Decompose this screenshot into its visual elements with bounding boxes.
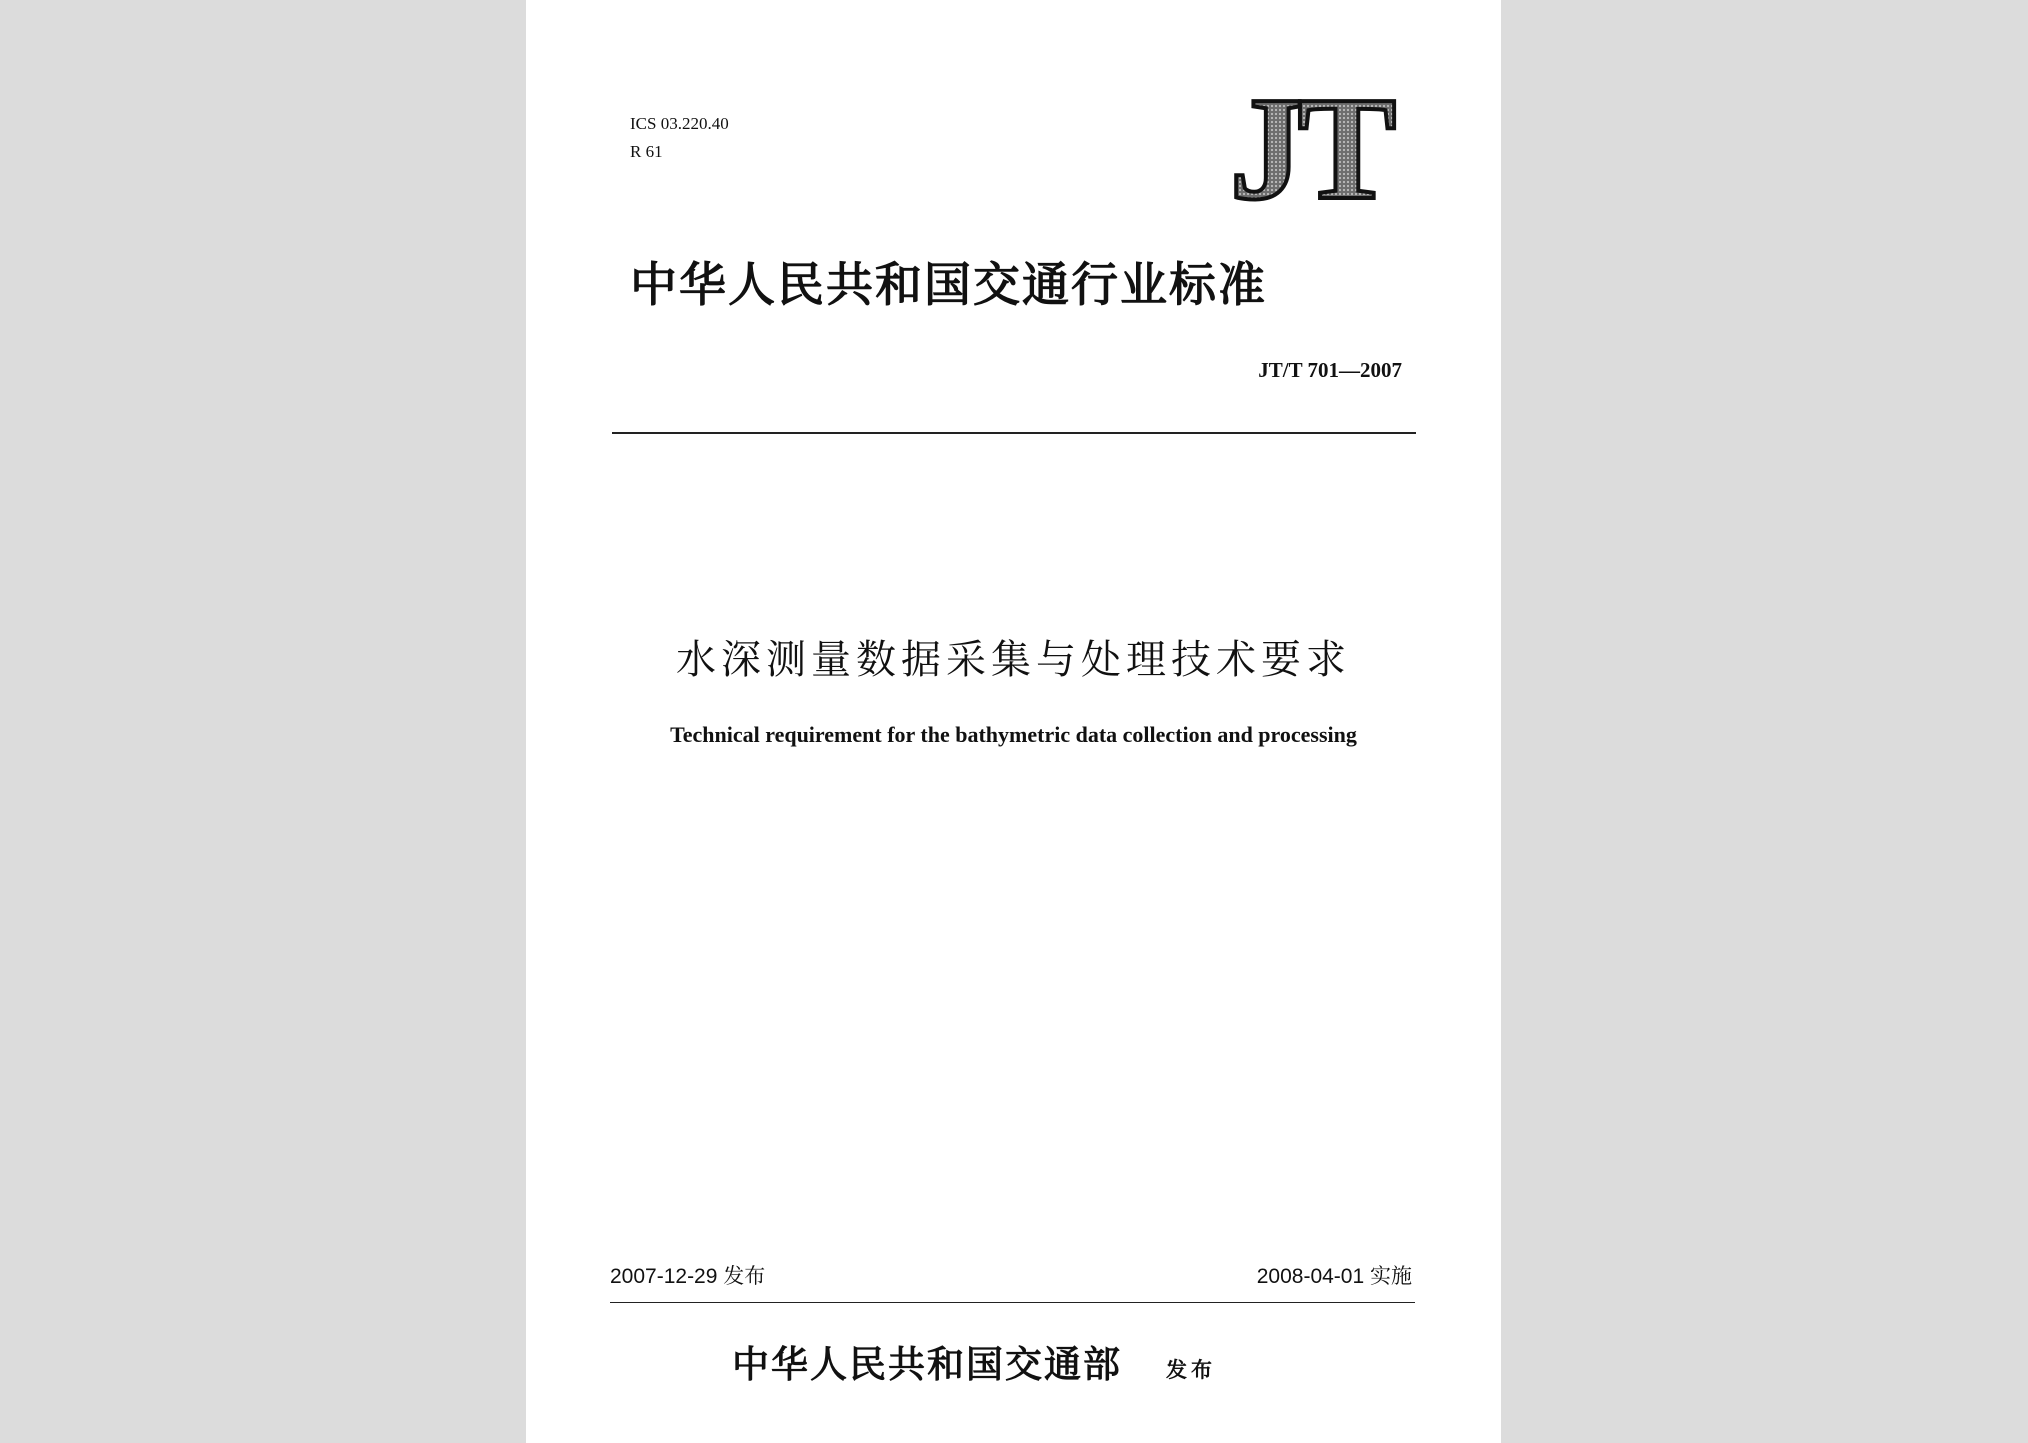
issue-date: 2007-12-29 发布 <box>610 1265 766 1288</box>
document-title-chinese: 水深测量数据采集与处理技术要求 <box>676 637 1351 683</box>
document-cover-page <box>526 0 1501 1443</box>
ics-code: ICS 03.220.40 <box>630 114 729 133</box>
jt-logo <box>1210 92 1410 210</box>
industry-standard-title: 中华人民共和国交通行业标准 <box>630 258 1267 313</box>
issue-label: 发布 <box>1166 1358 1216 1382</box>
document-title-english: Technical requirement for the bathymetric data collection and processing <box>670 722 1357 747</box>
issuing-authority: 中华人民共和国交通部 <box>732 1343 1122 1386</box>
footer-divider <box>610 1302 1415 1303</box>
standard-number: JT/T 701—2007 <box>1258 358 1402 382</box>
implementation-date: 2008-04-01 实施 <box>1256 1265 1412 1288</box>
logo-lettering: JT <box>1229 92 1391 210</box>
header-divider <box>612 432 1416 434</box>
classification-codes <box>630 110 729 166</box>
ccs-code: R 61 <box>630 142 663 161</box>
issuer-line <box>732 1334 1216 1388</box>
